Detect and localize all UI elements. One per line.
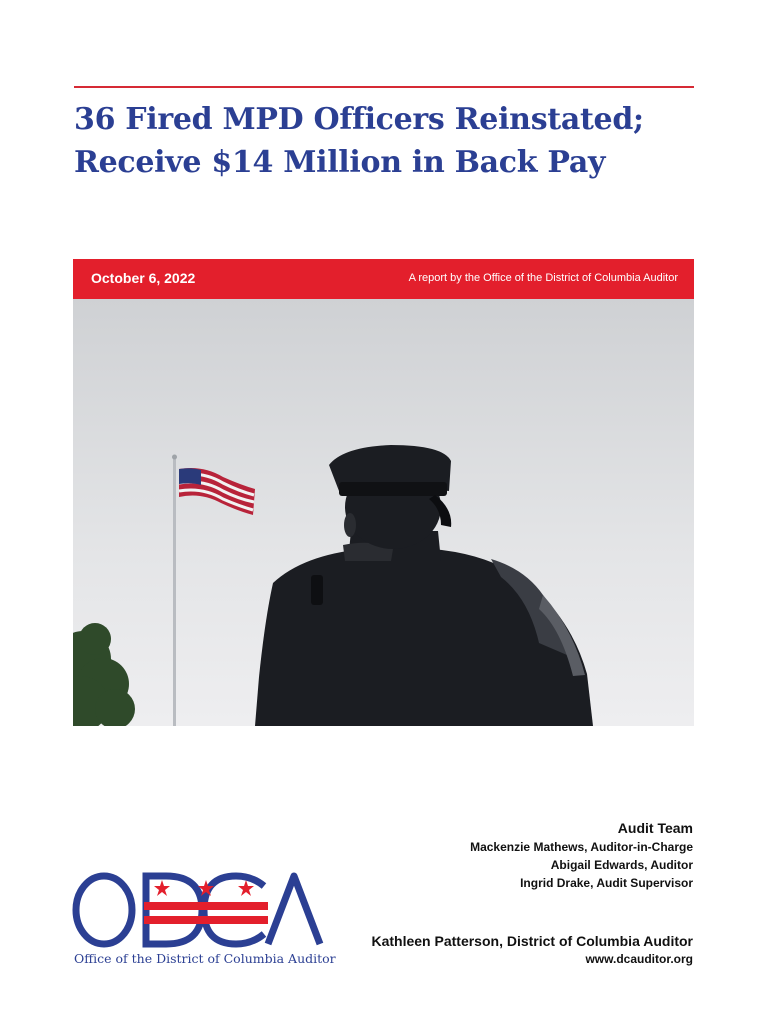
star-icon: [154, 880, 254, 896]
auditor-block: [371, 932, 693, 968]
report-date: October 6, 2022: [91, 270, 196, 286]
auditor-name: Kathleen Patterson, District of Columbia Auditor: [371, 933, 693, 949]
audit-team: [470, 818, 693, 892]
flagpole: [173, 457, 176, 726]
cover-photo: [73, 299, 694, 726]
org-name: Office of the District of Columbia Auditor: [74, 951, 336, 966]
audit-team-heading: Audit Team: [617, 820, 693, 836]
audit-team-member: Mackenzie Mathews, Auditor-in-Charge: [470, 840, 693, 854]
audit-team-member: Abigail Edwards, Auditor: [550, 858, 693, 872]
report-title: [74, 98, 714, 184]
date-banner: [73, 259, 694, 299]
odca-logo: [72, 868, 324, 948]
audit-team-member: Ingrid Drake, Audit Supervisor: [520, 876, 693, 890]
title-rule: [74, 86, 694, 88]
title-line-1: 36 Fired MPD Officers Reinstated;: [74, 102, 644, 137]
title-line-2: Receive $14 Million in Back Pay: [74, 145, 606, 180]
auditor-website[interactable]: www.dcauditor.org: [585, 952, 693, 966]
report-byline: A report by the Office of the District of Columbia Auditor: [408, 272, 678, 284]
